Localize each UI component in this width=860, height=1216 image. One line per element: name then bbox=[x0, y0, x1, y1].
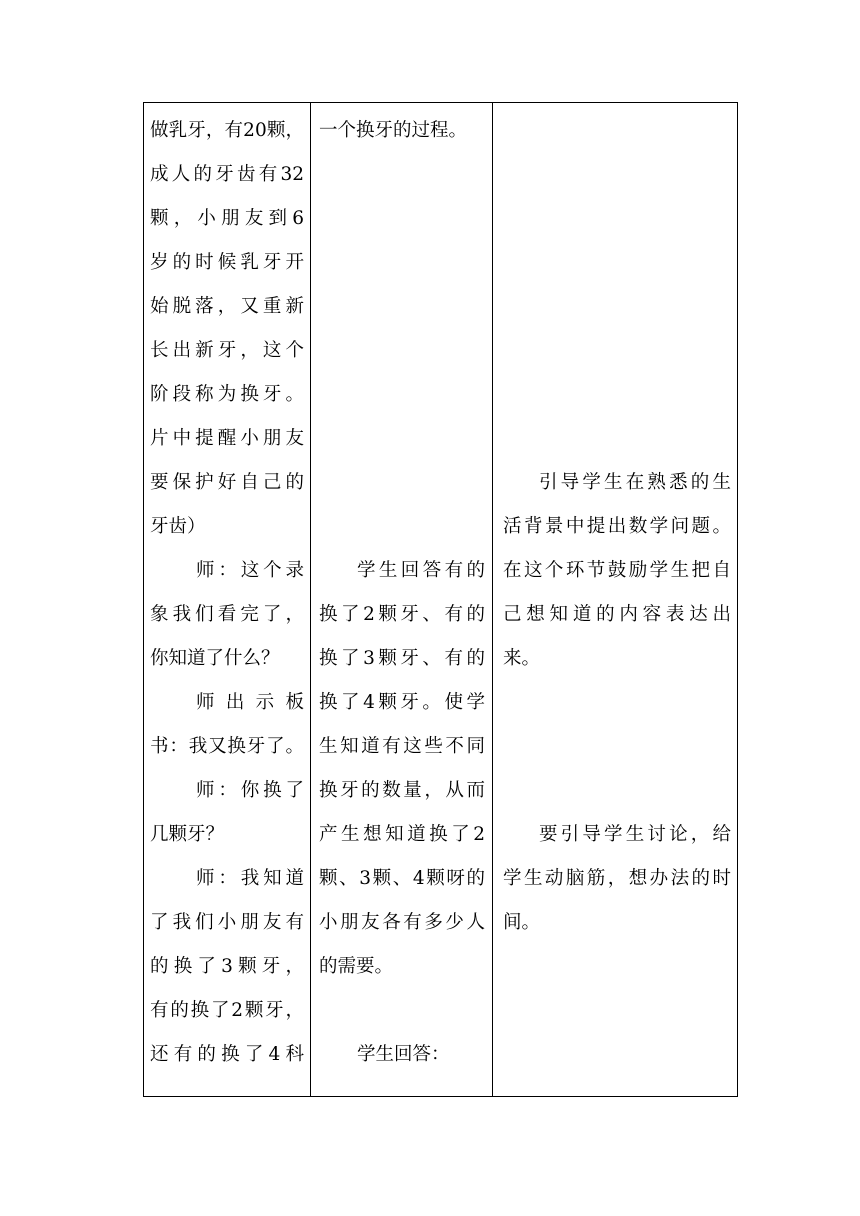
text-line: 间。 bbox=[503, 912, 541, 933]
design-intent-column bbox=[492, 103, 738, 1096]
text-line: 换了4颗牙。使学 bbox=[319, 692, 485, 713]
text-line: 你知道了什么？ bbox=[150, 648, 280, 669]
text-line: 引导学生在熟悉的生 bbox=[539, 472, 731, 493]
text-line: 始脱落，又重新 bbox=[150, 296, 304, 317]
text-line: 长出新牙，这个 bbox=[150, 340, 304, 361]
text-line: 己想知道的内容表达出 bbox=[503, 604, 731, 625]
text-line: 学生回答： bbox=[357, 1044, 450, 1065]
student-activity-column bbox=[310, 103, 493, 1096]
text-line: 师出示板 bbox=[196, 692, 304, 713]
text-line: 学生动脑筋，想办法的时 bbox=[503, 868, 731, 889]
text-line: 几颗牙？ bbox=[150, 824, 225, 845]
text-line: 阶段称为换牙。 bbox=[150, 384, 304, 405]
text-line: 岁的时候乳牙开 bbox=[150, 252, 304, 273]
text-line: 换了3颗牙、有的 bbox=[319, 648, 485, 669]
text-line: 学生回答有的 bbox=[357, 560, 485, 581]
text-line: 牙齿） bbox=[150, 516, 206, 537]
text-line: 师：你换了 bbox=[196, 780, 304, 801]
text-line: 来。 bbox=[503, 648, 541, 669]
text-line: 有的换了2颗牙， bbox=[150, 1000, 304, 1021]
text-line: 的需要。 bbox=[319, 956, 394, 977]
text-line: 成人的牙齿有32 bbox=[150, 164, 304, 185]
text-line: 片中提醒小朋友 bbox=[150, 428, 304, 449]
text-line: 活背景中提出数学问题。 bbox=[503, 516, 731, 537]
text-line: 还有的换了4科 bbox=[150, 1044, 304, 1065]
text-line: 要保护好自己的 bbox=[150, 472, 304, 493]
lesson-plan-table bbox=[143, 102, 738, 1097]
text-line: 做乳牙，有20颗， bbox=[150, 120, 304, 141]
text-line: 换了2颗牙、有的 bbox=[319, 604, 485, 625]
text-line: 的换了3颗牙， bbox=[150, 956, 304, 977]
text-line: 小朋友各有多少人 bbox=[319, 912, 485, 933]
text-line: 书：我又换牙了。 bbox=[150, 736, 304, 757]
text-line: 一个换牙的过程。 bbox=[319, 120, 468, 141]
text-line: 师：这个录 bbox=[196, 560, 304, 581]
text-line: 换牙的数量，从而 bbox=[319, 780, 485, 801]
text-line: 生知道有这些不同 bbox=[319, 736, 485, 757]
text-line: 象我们看完了， bbox=[150, 604, 304, 625]
text-line: 产生想知道换了2 bbox=[319, 824, 485, 845]
text-line: 了我们小朋友有 bbox=[150, 912, 304, 933]
text-line: 要引导学生讨论，给 bbox=[539, 824, 731, 845]
text-line: 师：我知道 bbox=[196, 868, 304, 889]
text-line: 在这个环节鼓励学生把自 bbox=[503, 560, 731, 581]
teaching-process-column bbox=[144, 103, 310, 1096]
text-line: 颗，小朋友到6 bbox=[150, 208, 304, 229]
text-line: 颗、3颗、4颗呀的 bbox=[319, 868, 485, 889]
